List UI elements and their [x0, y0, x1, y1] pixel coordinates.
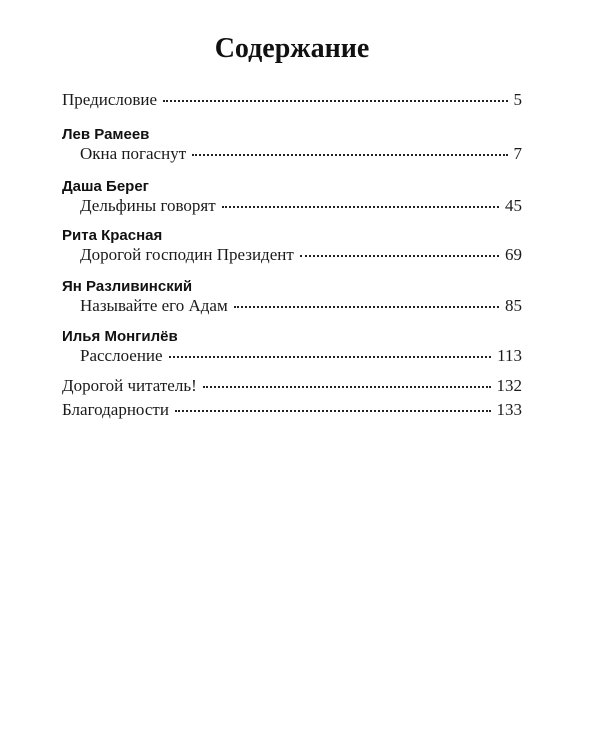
author-name: Лев Рамеев [62, 126, 150, 143]
page-title: Содержание [214, 33, 370, 64]
dot-leader [175, 409, 491, 412]
dot-leader [169, 355, 492, 358]
author-name: Даша Берег [62, 178, 149, 195]
toc-entry-work [80, 143, 522, 165]
toc-entry-preface [62, 89, 522, 111]
dot-leader [234, 305, 499, 308]
dot-leader [192, 153, 507, 156]
dot-leader [300, 254, 499, 257]
dot-leader [222, 205, 499, 208]
toc-entry-reader-letter [62, 375, 522, 397]
toc-page-number: 113 [497, 346, 522, 365]
toc-entry-work [80, 345, 522, 367]
toc-entry-title: Дорогой господин Президент [80, 245, 294, 264]
toc-entry-title: Дорогой читатель! [62, 376, 197, 395]
toc-entry-acknowledgements [62, 399, 522, 421]
toc-entry-title: Расслоение [80, 346, 163, 365]
toc-entry-title: Окна погаснут [80, 144, 187, 163]
toc-entry-title: Называйте его Адам [80, 296, 228, 315]
toc-page-number: 5 [513, 90, 522, 109]
toc-page-number: 7 [513, 144, 522, 163]
toc-page-number: 85 [505, 296, 522, 315]
toc-page-number: 132 [496, 376, 522, 395]
toc-page-number: 69 [505, 245, 522, 264]
dot-leader [163, 99, 507, 102]
author-name: Ян Разливинский [62, 278, 193, 295]
dot-leader [203, 385, 491, 388]
toc-entry-title: Предисловие [62, 90, 158, 109]
author-name: Рита Красная [62, 227, 163, 244]
author-name: Илья Монгилёв [62, 328, 178, 345]
toc-page-number: 133 [496, 400, 522, 419]
toc-entry-work [80, 244, 522, 266]
toc-entry-work [80, 295, 522, 317]
toc-entry-title: Благодарности [62, 400, 169, 419]
toc-entry-work [80, 195, 522, 217]
toc-entry-title: Дельфины говорят [80, 196, 216, 215]
toc-page-number: 45 [505, 196, 522, 215]
